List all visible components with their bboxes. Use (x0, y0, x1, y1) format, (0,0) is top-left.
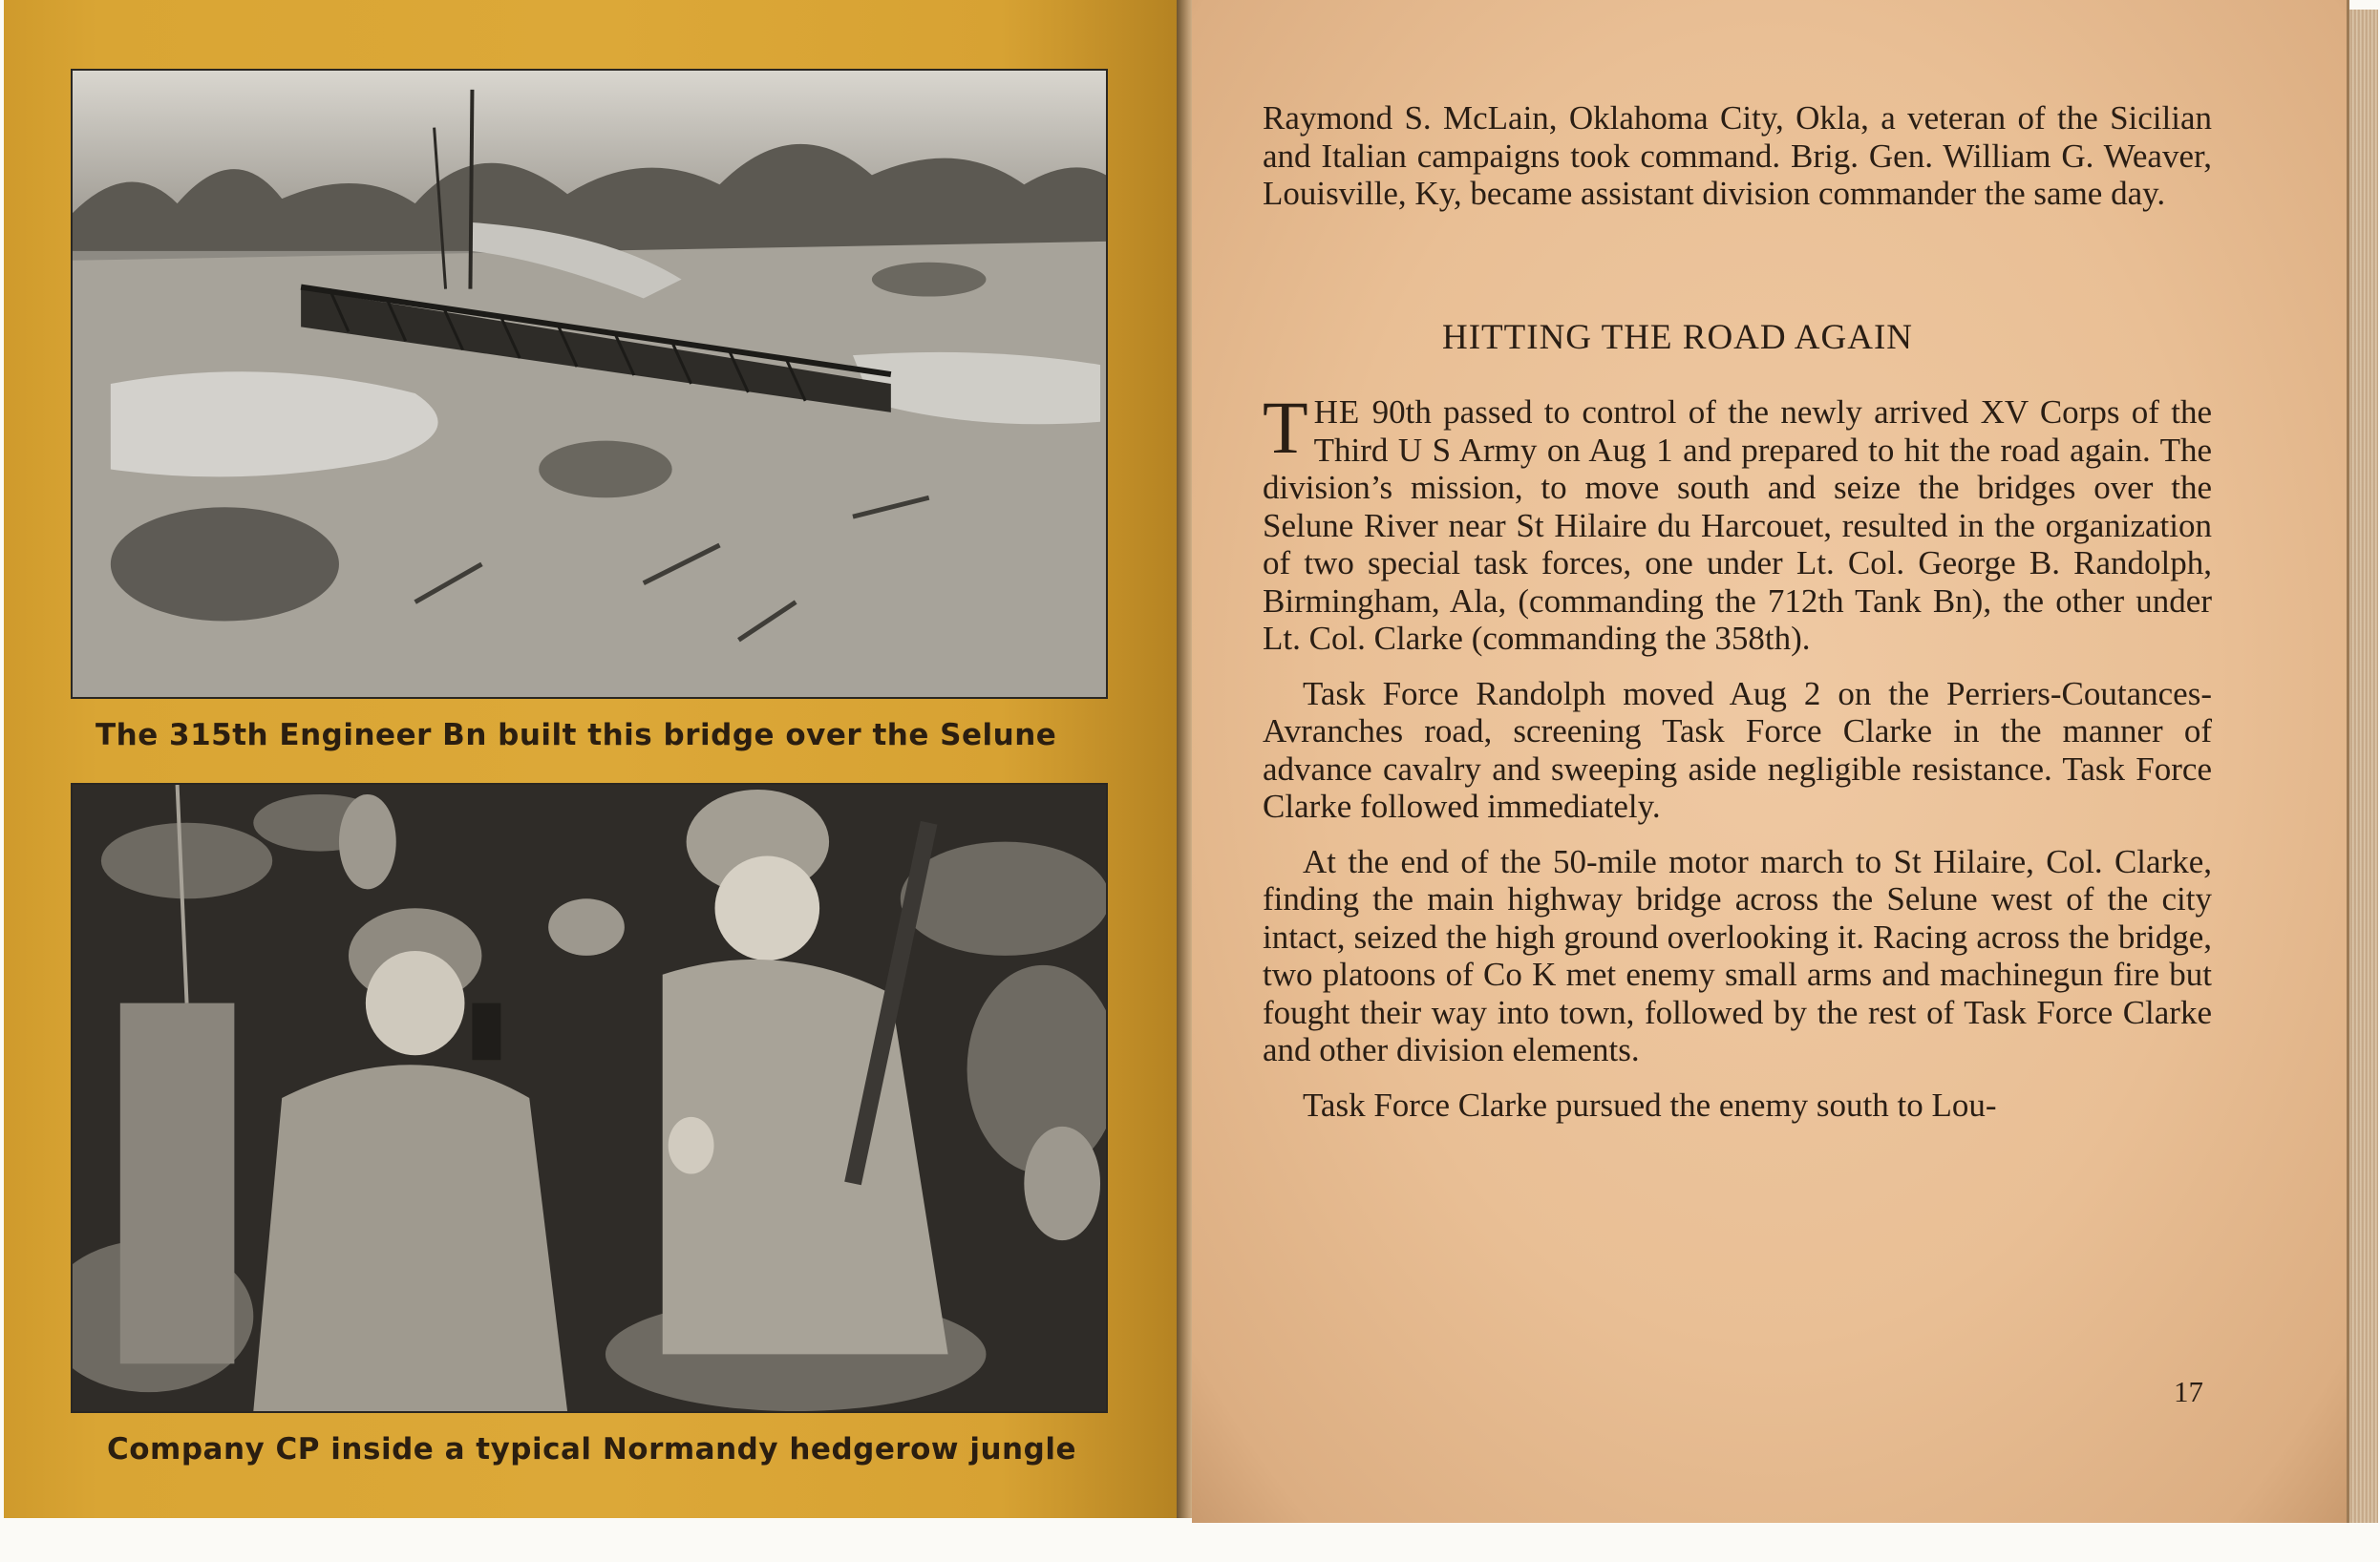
section-heading: HITTING THE ROAD AGAIN (1442, 318, 1914, 357)
paragraph-continued: Raymond S. McLain, Oklahoma City, Okla, a veteran of the Sicilian and Italian campaigns took command. Brig. Gen. William G. Weaver, Louisville, Ky, became assistant division commander the same day. (1263, 99, 2212, 212)
section-body (1263, 386, 2212, 1141)
bridge-photo (71, 69, 1108, 699)
page-number: 17 (2174, 1375, 2203, 1408)
company-cp-caption: Company CP inside a typical Normandy hedgerow jungle (107, 1432, 1076, 1467)
continued-paragraph (1263, 99, 2212, 230)
paragraph-4: Task Force Clarke pursued the enemy south to Lou- (1303, 1086, 1997, 1124)
page-edge (2349, 10, 2378, 1523)
left-page (4, 0, 1179, 1518)
paragraph-2: Task Force Randolph moved Aug 2 on the Perriers-Coutances-Avranches road, screening Task Force Clarke in the manner of advance cavalry and sweeping aside negligible resistance. Task Force Clarke followed immediately. (1263, 674, 2212, 825)
drop-cap: T (1263, 386, 1308, 469)
bridge-caption: The 315th Engineer Bn built this bridge over the Selune (96, 718, 1057, 752)
company-cp-photo (71, 783, 1108, 1413)
small-caps-lead: HE (1313, 393, 1361, 431)
paragraph-3: At the end of the 50-mile motor march to St Hilaire, Col. Clarke, finding the main highway bridge across the Selune west of the city intact, seized the high ground overlooking it. Racing across the bridge, two platoons of Co K met enemy small arms and machinegun fire but fought their way into town, followed by the rest of Task Force Clarke and other division elements. (1263, 842, 2212, 1068)
paragraph-1-text: 90th passed to control of the newly arrived XV Corps of the Third U S Army on Aug 1 and prepared to hit the road again. The division’s mission, to move south and seize the bridges over the Selune River near St Hilaire du Harcouet, resulted in the organization of two special task forces, one under Lt. Col. George B. Randolph, Birmingham, Ala, (commanding the 712th Tank Bn), the other under Lt. Col. Clarke (commanding the 358th). (1263, 393, 2212, 657)
paragraph-1 (1263, 386, 2212, 658)
